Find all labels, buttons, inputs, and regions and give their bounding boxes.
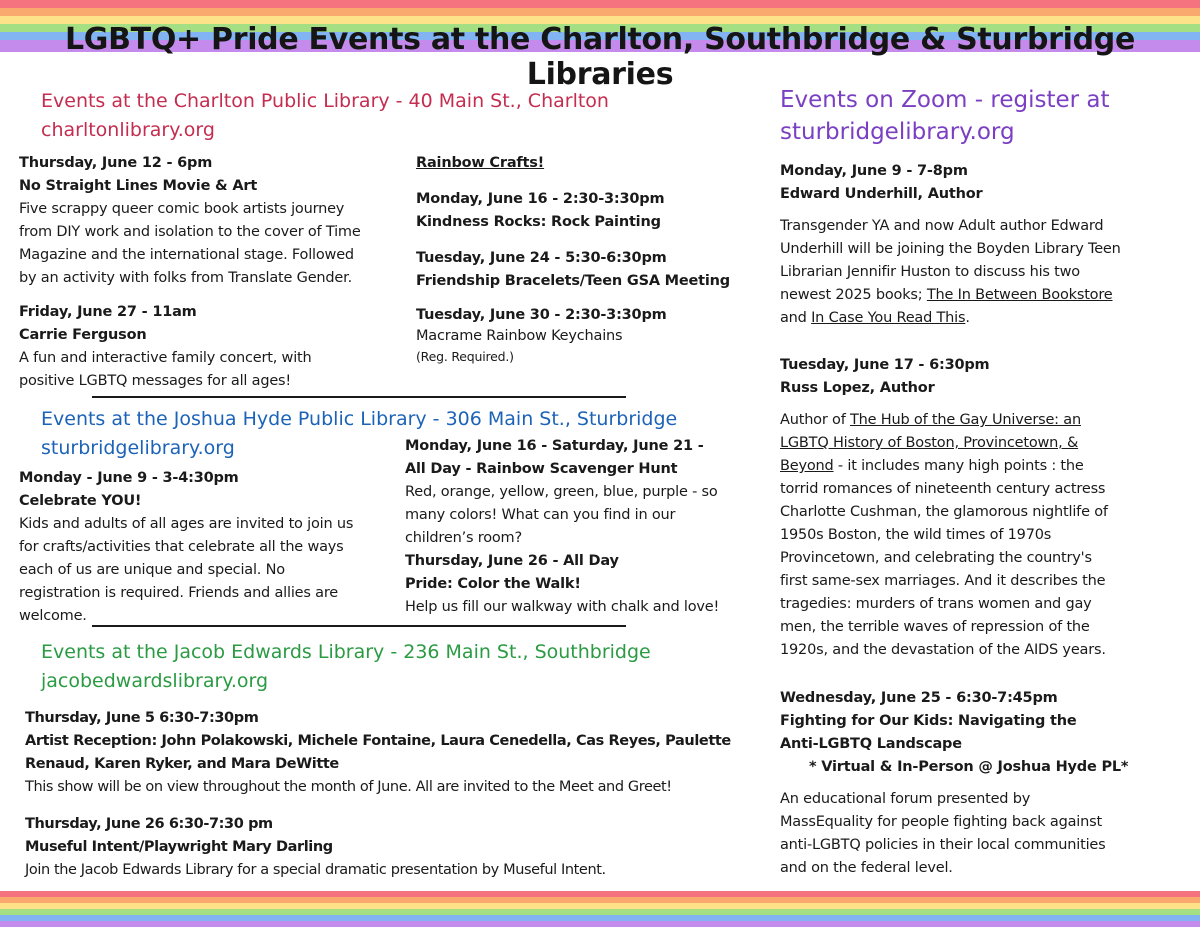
event-date: Thursday, June 5 6:30-7:30pm bbox=[25, 710, 259, 726]
zoom-site-link[interactable]: sturbridgelibrary.org bbox=[780, 119, 1015, 145]
edwards-title: Events at the Jacob Edwards Library - 236 Main St., Southbridge bbox=[41, 641, 651, 663]
event-desc: and In Case You Read This. bbox=[780, 310, 970, 326]
event-desc: tragedies: murders of trans women and gay bbox=[780, 596, 1092, 612]
book-title-link[interactable]: LGBTQ History of Boston, Provincetown, & bbox=[780, 435, 1079, 451]
event-desc: for crafts/activities that celebrate all the ways bbox=[19, 539, 344, 555]
event-date: Monday, June 9 - 7-8pm bbox=[780, 163, 968, 179]
event-desc: Transgender YA and now Adult author Edward bbox=[780, 218, 1104, 234]
event-desc: An educational forum presented by bbox=[780, 791, 1031, 807]
craft-date: Monday, June 16 - 2:30-3:30pm bbox=[416, 191, 665, 207]
event-desc: positive LGBTQ messages for all ages! bbox=[19, 373, 292, 389]
event-note: * Virtual & In-Person @ Joshua Hyde PL* bbox=[809, 759, 1129, 775]
event-desc: 1950s Boston, the wild times of 1970s bbox=[780, 527, 1052, 543]
event-desc: torrid romances of nineteenth century actress bbox=[780, 481, 1106, 497]
event-name: All Day - Rainbow Scavenger Hunt bbox=[405, 461, 678, 477]
event-desc: Charlotte Cushman, the glamorous nightlife of bbox=[780, 504, 1108, 520]
page-title: LGBTQ+ Pride Events at the Charlton, Southbridge & Sturbridge Libraries bbox=[64, 22, 1136, 92]
edwards-site-link[interactable]: jacobedwardslibrary.org bbox=[41, 670, 269, 692]
event-desc: anti-LGBTQ policies in their local communities bbox=[780, 837, 1106, 853]
event-desc: Red, orange, yellow, green, blue, purple - so bbox=[405, 484, 718, 500]
event-desc: Join the Jacob Edwards Library for a special dramatic presentation by Museful Intent. bbox=[25, 862, 606, 878]
craft-date: Tuesday, June 30 - 2:30-3:30pm bbox=[416, 307, 667, 323]
event-desc: Author of The Hub of the Gay Universe: an bbox=[780, 412, 1081, 428]
section-divider bbox=[92, 396, 626, 398]
event-desc: each of us are unique and special. No bbox=[19, 562, 285, 578]
event-desc: Provincetown, and celebrating the country's bbox=[780, 550, 1092, 566]
event-date: Thursday, June 26 - All Day bbox=[405, 553, 619, 569]
charlton-section-title bbox=[41, 87, 609, 145]
event-desc: Magazine and the international stage. Followed bbox=[19, 247, 354, 263]
edwards-event-1 bbox=[25, 707, 770, 799]
hyde-title: Events at the Joshua Hyde Public Library - 306 Main St., Sturbridge bbox=[41, 408, 678, 430]
craft-date: Tuesday, June 24 - 5:30-6:30pm bbox=[416, 250, 667, 266]
event-desc: newest 2025 books; The In Between Bookstore bbox=[780, 287, 1113, 303]
event-desc: Help us fill our walkway with chalk and love! bbox=[405, 599, 720, 615]
charlton-title: Events at the Charlton Public Library - 40 Main St., Charlton bbox=[41, 90, 609, 112]
edwards-section-title bbox=[41, 638, 651, 696]
event-date: Thursday, June 12 - 6pm bbox=[19, 155, 213, 171]
event-desc: A fun and interactive family concert, with bbox=[19, 350, 312, 366]
event-date: Friday, June 27 - 11am bbox=[19, 304, 197, 320]
craft-name: Kindness Rocks: Rock Painting bbox=[416, 214, 661, 230]
event-name: Russ Lopez, Author bbox=[780, 380, 935, 396]
event-name: Edward Underhill, Author bbox=[780, 186, 983, 202]
craft-name: Friendship Bracelets/Teen GSA Meeting bbox=[416, 273, 730, 289]
zoom-title: Events on Zoom - register at bbox=[780, 87, 1110, 113]
zoom-event-3 bbox=[780, 687, 1195, 880]
hyde-event-2 bbox=[405, 435, 765, 550]
zoom-event-1 bbox=[780, 160, 1195, 330]
event-desc: Five scrappy queer comic book artists journey bbox=[19, 201, 345, 217]
event-date: Monday - June 9 - 3-4:30pm bbox=[19, 470, 239, 486]
event-name: Anti-LGBTQ Landscape bbox=[780, 736, 962, 752]
crafts-heading: Rainbow Crafts! bbox=[416, 155, 545, 171]
event-desc: Librarian Jennifir Huston to discuss his two bbox=[780, 264, 1080, 280]
event-name: Pride: Color the Walk! bbox=[405, 576, 581, 592]
event-desc: MassEquality for people fighting back against bbox=[780, 814, 1102, 830]
event-desc: many colors! What can you find in our bbox=[405, 507, 676, 523]
event-date: Thursday, June 26 6:30-7:30 pm bbox=[25, 816, 273, 832]
book-title-link[interactable]: In Case You Read This bbox=[811, 310, 966, 326]
event-desc: This show will be on view throughout the month of June. All are invited to the Meet and Greet! bbox=[25, 779, 672, 795]
hyde-site-link[interactable]: sturbridgelibrary.org bbox=[41, 437, 235, 459]
event-name: Carrie Ferguson bbox=[19, 327, 147, 343]
hyde-event-3 bbox=[405, 550, 765, 619]
event-name: Renaud, Karen Ryker, and Mara DeWitte bbox=[25, 756, 339, 772]
craft-note: (Reg. Required.) bbox=[416, 349, 514, 364]
event-name: Museful Intent/Playwright Mary Darling bbox=[25, 839, 333, 855]
book-title-link[interactable]: Beyond bbox=[780, 458, 834, 474]
zoom-section-title bbox=[780, 84, 1110, 148]
event-desc: by an activity with folks from Translate Gender. bbox=[19, 270, 352, 286]
charlton-event-2 bbox=[19, 301, 409, 393]
event-desc: Kids and adults of all ages are invited to join us bbox=[19, 516, 354, 532]
event-name: Celebrate YOU! bbox=[19, 493, 142, 509]
charlton-event-1 bbox=[19, 152, 409, 290]
event-desc: registration is required. Friends and allies are bbox=[19, 585, 338, 601]
event-desc: first same-sex marriages. And it describes the bbox=[780, 573, 1106, 589]
event-desc: welcome. bbox=[19, 608, 87, 624]
event-desc: Beyond - it includes many high points : the bbox=[780, 458, 1084, 474]
event-name: Fighting for Our Kids: Navigating the bbox=[780, 713, 1077, 729]
bottom-rainbow-banner bbox=[0, 891, 1200, 927]
craft-name: Macrame Rainbow Keychains bbox=[416, 328, 623, 344]
book-title-link[interactable]: The In Between Bookstore bbox=[926, 287, 1113, 303]
event-desc: Underhill will be joining the Boyden Library Teen bbox=[780, 241, 1121, 257]
hyde-event-1 bbox=[19, 467, 399, 628]
charlton-site-link[interactable]: charltonlibrary.org bbox=[41, 119, 215, 141]
zoom-event-2 bbox=[780, 354, 1195, 662]
event-desc: 1920s, and the devastation of the AIDS years. bbox=[780, 642, 1106, 658]
event-date: Wednesday, June 25 - 6:30-7:45pm bbox=[780, 690, 1058, 706]
charlton-rainbow-crafts bbox=[416, 152, 766, 366]
event-desc: children’s room? bbox=[405, 530, 522, 546]
event-desc: from DIY work and isolation to the cover of Time bbox=[19, 224, 361, 240]
edwards-event-2 bbox=[25, 813, 770, 882]
event-desc: and on the federal level. bbox=[780, 860, 953, 876]
event-date: Tuesday, June 17 - 6:30pm bbox=[780, 357, 990, 373]
event-desc: men, the terrible waves of repression of the bbox=[780, 619, 1090, 635]
event-name: Artist Reception: John Polakowski, Michele Fontaine, Laura Cenedella, Cas Reyes, Paulette bbox=[25, 733, 731, 749]
section-divider bbox=[92, 625, 626, 627]
event-name: No Straight Lines Movie & Art bbox=[19, 178, 258, 194]
book-title-link[interactable]: The Hub of the Gay Universe: an bbox=[850, 412, 1081, 428]
event-date: Monday, June 16 - Saturday, June 21 - bbox=[405, 438, 704, 454]
